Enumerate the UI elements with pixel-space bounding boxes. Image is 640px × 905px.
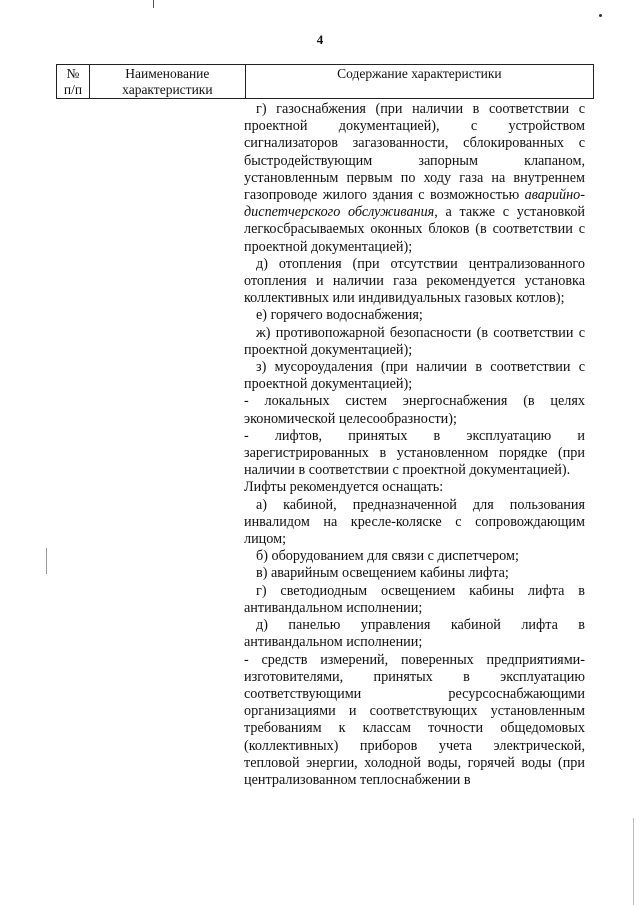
paragraph-local-power: - локальных систем энергоснабжения (в целях экономической целесообразности); <box>244 393 585 427</box>
header-table <box>56 64 594 99</box>
column-name-header <box>89 65 245 99</box>
paragraph-gas-supply <box>244 101 585 256</box>
column-number-header <box>57 65 90 99</box>
paragraph-led-light: г) светодиодным освещением кабины лифта в антивандальном исполнении; <box>244 582 585 616</box>
column-number-sublabel: п/п <box>63 82 83 97</box>
scan-mark-left <box>46 548 47 574</box>
column-number-label: № <box>66 66 80 81</box>
header-row <box>57 65 594 99</box>
column-name-label: Наименование <box>125 66 210 81</box>
paragraph-fire-safety: ж) противопожарной безопасности (в соответствии с проектной документацией); <box>244 324 585 358</box>
paragraph-elevator-cabin: а) кабиной, предназначенной для пользования инвалидом на кресле-коляске с сопровождающим лицом; <box>244 496 585 548</box>
paragraph-control-panel: д) панелью управления кабиной лифта в антивандальном исполнении; <box>244 617 585 651</box>
paragraph-emergency-light: в) аварийным освещением кабины лифта; <box>256 565 509 582</box>
paragraph-elevator-equipment-intro: Лифты рекомендуется оснащать: <box>244 479 444 496</box>
column-content-header <box>245 65 593 99</box>
paragraph-emphasis: аварийно-диспетчерского обслуживания <box>244 187 585 221</box>
characteristics-content <box>244 101 585 789</box>
scan-speck <box>599 14 602 17</box>
scan-mark-bottom-right <box>633 818 634 905</box>
column-content-label: Содержание характеристики <box>337 66 502 81</box>
paragraph-metering-devices: - средств измерений, поверенных предприятиями-изготовителями, принятых в эксплуатацию соответствующими ресурсоснабжающими организациями и соответствующих установленным требованиям к классам точности общедомовых (коллективных) приборов учета электрической, тепловой энергии, холодной воды, горячей воды (при централизованном теплоснабжении в <box>244 651 585 788</box>
paragraph-elevators: - лифтов, принятых в эксплуатацию и зарегистрированных в установленном порядке (при наличии в соответствии с проектной документацией). <box>244 427 585 479</box>
paragraph-waste-removal: з) мусороудаления (при наличии в соответствии с проектной документацией); <box>244 359 585 393</box>
paragraph-dispatcher-link: б) оборудованием для связи с диспетчером; <box>256 548 519 565</box>
column-name-sublabel: характеристики <box>122 82 213 97</box>
paragraph-text-after: , а также с установкой легкосбрасываемых оконных блоков (в соответствии с проектной документацией); <box>244 204 585 255</box>
paragraph-hot-water: е) горячего водоснабжения; <box>256 307 423 324</box>
paragraph-heating: д) отопления (при отсутствии централизованного отопления и наличии газа рекомендуется установка коллективных или индивидуальных газовых котлов); <box>244 255 585 307</box>
page-number: 4 <box>316 32 324 47</box>
scan-mark-top <box>153 0 154 8</box>
paragraph-text: г) газоснабжения (при наличии в соответствии с проектной документацией), с устройством сигнализаторов загазованности, сблокированных с быстродействующим запорным клапаном, установленным первым по ходу газа на внутреннем газопроводе жилого здания с возможностью <box>244 101 585 204</box>
